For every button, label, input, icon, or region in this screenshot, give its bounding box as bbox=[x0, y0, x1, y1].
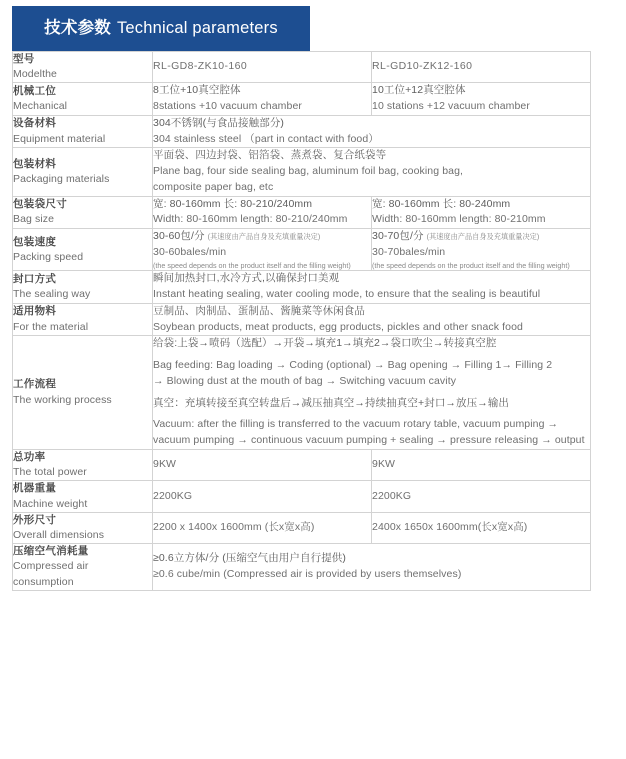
row-label-zh: 总功率 bbox=[13, 450, 46, 463]
row-label-machine-weight bbox=[13, 481, 153, 512]
cell-model-a bbox=[153, 52, 372, 83]
cell-for-the-material bbox=[153, 303, 591, 336]
cell-text: 2200 x 1400x 1600mm (长x宽x高) bbox=[153, 521, 315, 534]
cell-text-en: 8stations +10 vacuum chamber bbox=[153, 100, 303, 113]
table-row bbox=[13, 115, 591, 148]
process-zh-2: 真空：充填转接至真空转盘后→减压抽真空→持续抽真空+封口→放压→输出 bbox=[153, 396, 510, 409]
cell-text-en: 304 stainless steel （part in contact with food） bbox=[153, 132, 379, 145]
table-row bbox=[13, 148, 591, 196]
cell-equipment-material bbox=[153, 115, 591, 148]
speed-value: 30-70包/分 bbox=[372, 230, 424, 243]
row-label-bag-size bbox=[13, 196, 153, 229]
row-label-en: Compressed air consumption bbox=[13, 560, 89, 588]
row-label-sealing-way bbox=[13, 271, 153, 304]
cell-text-zh: 10工位+12真空腔体 bbox=[372, 84, 466, 97]
cell-mechanical-b bbox=[372, 83, 591, 116]
table-row bbox=[13, 544, 591, 591]
speed-note-zh: (其速度由产品自身及充填重量决定) bbox=[207, 232, 321, 242]
table-row bbox=[13, 336, 591, 450]
row-label-zh: 机械工位 bbox=[13, 84, 57, 97]
cell-total-power-b bbox=[372, 449, 591, 480]
row-label-packing-speed bbox=[13, 229, 153, 271]
cell-working-process bbox=[153, 336, 591, 450]
table-row bbox=[13, 196, 591, 229]
row-label-mechanical bbox=[13, 83, 153, 116]
cell-text-en: Width: 80-160mm length: 80-210mm bbox=[372, 213, 546, 226]
cell-compressed-air bbox=[153, 544, 591, 591]
cell-text-zh bbox=[153, 229, 371, 245]
row-label-zh: 设备材料 bbox=[13, 117, 57, 130]
speed-value: 30-60包/分 bbox=[153, 230, 205, 243]
row-label-en: Machine weight bbox=[13, 497, 88, 510]
row-label-zh: 型号 bbox=[13, 53, 35, 65]
cell-text-zh: 宽: 80-160mm 长: 80-210/240mm bbox=[153, 197, 313, 210]
process-en-2b: vacuum pumping → continuous vacuum pumping + sealing → pressure releasing → output bbox=[153, 434, 585, 447]
cell-text-en: Soybean products, meat products, egg products, pickles and other snack food bbox=[153, 320, 523, 333]
cell-total-power-a bbox=[153, 449, 372, 480]
speed-note-en: (the speed depends on the product itself and the filling weight) bbox=[372, 260, 570, 270]
row-label-compressed-air bbox=[13, 544, 153, 591]
row-label-overall-dimensions bbox=[13, 512, 153, 543]
row-label-zh: 外形尺寸 bbox=[13, 513, 57, 526]
cell-text-en: 30-70bales/min bbox=[372, 245, 446, 258]
process-zh-1: 给袋:上袋→喷码（选配）→开袋→填充1→填充2→袋口吹尘→转接真空腔 bbox=[153, 337, 497, 350]
cell-bag-size-b bbox=[372, 196, 591, 229]
row-label-total-power bbox=[13, 449, 153, 480]
row-label-zh: 包装材料 bbox=[13, 157, 57, 170]
row-label-en: Modelthe bbox=[13, 68, 57, 81]
cell-machine-weight-a bbox=[153, 481, 372, 512]
process-en-2a: Vacuum: after the filling is transferred to the vacuum rotary table, vacuum pumping → bbox=[153, 418, 559, 431]
cell-text: 9KW bbox=[372, 458, 396, 471]
table-row bbox=[13, 271, 591, 304]
process-en-1b: → Blowing dust at the mouth of bag → Switching vacuum cavity bbox=[153, 374, 457, 387]
table-row bbox=[13, 512, 591, 543]
row-label-en: Packaging materials bbox=[13, 173, 110, 186]
cell-text-zh bbox=[372, 229, 590, 245]
process-en-1a: Bag feeding: Bag loading → Coding (optional) → Bag opening → Filling 1→ Filling 2 bbox=[153, 359, 553, 372]
cell-text-en: Plane bag, four side sealing bag, aluminum foil bag, cooking bag, bbox=[153, 165, 464, 178]
table-row bbox=[13, 52, 591, 83]
cell-machine-weight-b bbox=[372, 481, 591, 512]
cell-text-zh: 平面袋、四边封袋、铝箔袋、蒸煮袋、复合纸袋等 bbox=[153, 149, 387, 162]
cell-text: RL-GD10-ZK12-160 bbox=[372, 60, 473, 73]
page-title bbox=[44, 20, 278, 37]
row-label-en: Bag size bbox=[13, 213, 55, 226]
row-label-en: Packing speed bbox=[13, 250, 84, 263]
row-label-packaging-materials bbox=[13, 148, 153, 196]
cell-text-en: 10 stations +12 vacuum chamber bbox=[372, 100, 530, 113]
cell-text: 2200KG bbox=[153, 489, 193, 502]
cell-sealing-way bbox=[153, 271, 591, 304]
cell-text-zh: 8工位+10真空腔体 bbox=[153, 84, 241, 97]
table-row bbox=[13, 449, 591, 480]
row-label-zh: 包装袋尺寸 bbox=[13, 198, 67, 211]
cell-text-en: Width: 80-160mm length: 80-210/240mm bbox=[153, 213, 348, 226]
row-label-en: Overall dimensions bbox=[13, 529, 105, 541]
row-label-equipment-material bbox=[13, 115, 153, 148]
row-label-en: Mechanical bbox=[13, 100, 68, 113]
cell-packing-speed-a bbox=[153, 229, 372, 271]
cell-text: 2400x 1650x 1600mm(长x宽x高) bbox=[372, 521, 528, 534]
cell-text-zh: 瞬间加热封口,水冷方式,以确保封口美观 bbox=[153, 272, 340, 285]
cell-text-en-2: composite paper bag, etc bbox=[153, 180, 274, 193]
row-label-working-process bbox=[13, 336, 153, 450]
cell-overall-dimensions-a bbox=[153, 512, 372, 543]
row-label-en: For the material bbox=[13, 320, 89, 333]
cell-text-zh: 宽: 80-160mm 长: 80-240mm bbox=[372, 197, 511, 210]
cell-bag-size-a bbox=[153, 196, 372, 229]
header-banner bbox=[12, 6, 310, 51]
row-label-en: The sealing way bbox=[13, 288, 91, 301]
row-label-zh: 压缩空气消耗量 bbox=[13, 545, 89, 558]
table-row bbox=[13, 83, 591, 116]
speed-note-en: (the speed depends on the product itself and the filling weight) bbox=[153, 260, 351, 270]
cell-model-b bbox=[372, 52, 591, 83]
cell-overall-dimensions-b bbox=[372, 512, 591, 543]
cell-mechanical-a bbox=[153, 83, 372, 116]
table-row bbox=[13, 303, 591, 336]
row-label-model bbox=[13, 52, 153, 83]
cell-text-zh: ≥0.6立方体/分 (压缩空气由用户自行提供) bbox=[153, 552, 346, 565]
cell-text-zh: 304不锈钢(与食品接触部分) bbox=[153, 116, 285, 129]
row-label-en: The working process bbox=[13, 393, 112, 406]
row-label-en: The total power bbox=[13, 466, 87, 479]
row-label-zh: 工作流程 bbox=[13, 378, 57, 391]
cell-packing-speed-b bbox=[372, 229, 591, 271]
cell-text-zh: 豆制品、肉制品、蛋制品、酱腌菜等休闲食品 bbox=[153, 304, 365, 317]
speed-note-zh: (其速度由产品自身及充填重量决定) bbox=[426, 232, 540, 242]
row-label-for-the-material bbox=[13, 303, 153, 336]
table-row bbox=[13, 229, 591, 271]
cell-text-en: 30-60bales/min bbox=[153, 245, 227, 258]
cell-text: 9KW bbox=[153, 458, 177, 471]
technical-parameters-table bbox=[12, 51, 591, 591]
cell-text-en: ≥0.6 cube/min (Compressed air is provided by users themselves) bbox=[153, 568, 462, 581]
row-label-zh: 封口方式 bbox=[13, 272, 57, 285]
row-label-zh: 机器重量 bbox=[13, 482, 57, 495]
row-label-en: Equipment material bbox=[13, 132, 106, 145]
cell-text-en: Instant heating sealing, water cooling mode, to ensure that the sealing is beautiful bbox=[153, 288, 541, 301]
table-row bbox=[13, 481, 591, 512]
cell-text: RL-GD8-ZK10-160 bbox=[153, 60, 248, 73]
row-label-zh: 包装速度 bbox=[13, 235, 57, 248]
page-title-en: Technical parameters bbox=[116, 19, 278, 38]
row-label-zh: 适用物料 bbox=[13, 305, 57, 318]
cell-text: 2200KG bbox=[372, 489, 412, 502]
cell-packaging-materials bbox=[153, 148, 591, 196]
page-title-zh: 技术参数 bbox=[44, 19, 111, 38]
